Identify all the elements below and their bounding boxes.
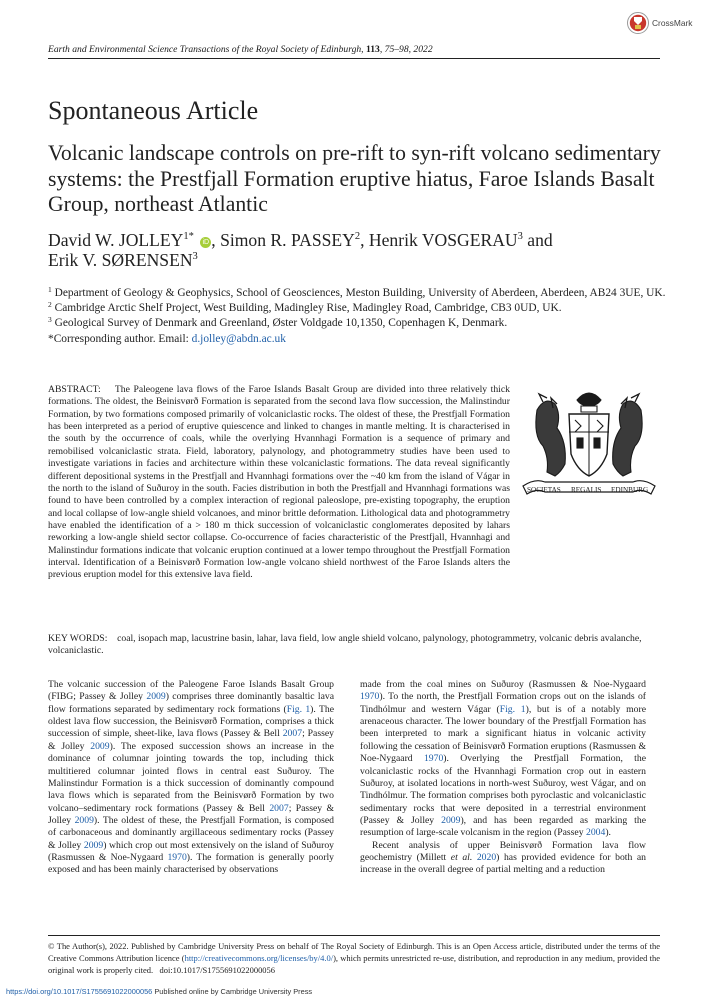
citation-link[interactable]: 1970 — [423, 753, 444, 765]
doi-link[interactable]: https://doi.org/10.1017/S1755691022000056 — [6, 987, 153, 996]
abstract-text: The Paleogene lava flows of the Faroe Islands Basalt Group are divided into three relatively thick formations. The oldest, the Beinisvørð Formation is separated from the second lava flow succession, the Malinstindur Formation, by two formations composed primarily of volcaniclastic rocks. The oldest of these, the Prestfjall Formation has been interpreted as a period of eruptive quiescence and linked to changes in mantle melting. It is characterised in the south by the occurrence of coals, while the overlying Hvannhagi Formation is a sequence of primary and remobilised volcaniclastic strata. Field, laboratory, palynology, and photogrammetry studies have been used to investigate variations in facies and architecture within these volcaniclastic formations. The data reveal significantly different depositional systems in the Prestfjall and Hvannhagi formations over the ~40 km from the island of Vágar in the north to the island of Suðuroy in the south. Facies distribution in both the Prestfjall and Hvannhagi formations was found to have been controlled by a complex interaction of regional paleoslope, pre-existing topography, the eruption and local collapse of low-angle shield volcanoes, and minor brittle deformation. Lithological data and photogrammetry have enabled the identification of a > 180 m thick succession of volcaniclastic conglomerates deposited by lahars reworking a low-angle shield sector collapse. Co-occurrence of facies characteristic of the Prestfjall, Hvannhagi and Malinstindur formations indicate that volcanic eruption continued at a lower tempo throughout the Prestfjall Formation interval. Identification of a Beinisvørð Formation low-angle volcano shield northwest of the Faroe Islands alters the previous eruption model for this extensive lava field. — [48, 384, 511, 581]
affiliation-item: $^1$ Department of Geology & Geophysics, School of Geosciences, Meston Building, University of Aberdeen, Aberdeen, AB24 3UE, UK. — [48, 285, 666, 299]
body-text: ). The formation is generally poorly exposed and has been mainly characterised by observations — [48, 852, 334, 876]
keywords-label: KEY WORDS: — [48, 633, 108, 644]
crossmark-badge[interactable] — [627, 12, 707, 36]
body-text: ) comprises three dominantly basaltic lava flow formations separated by sedimentary rock formations ( — [48, 691, 334, 715]
body-column-left — [48, 679, 334, 877]
body-text: ) which crop out most extensively on the island of Suðuroy (Rasmussen & Noe-Nygaard — [48, 839, 334, 864]
body-text: made from the coal mines on Suðuroy (Rasmussen & Noe-Nygaard — [360, 679, 646, 690]
body-text: ), and has been regarded as marking the resumption of large-scale volcanism in the region (Passey — [360, 814, 646, 839]
citation-link[interactable]: 2009 — [441, 814, 461, 826]
citation-link[interactable]: 1970 — [167, 852, 187, 864]
footer-rule — [48, 935, 660, 936]
citation-link[interactable]: 2007 — [282, 728, 303, 740]
affiliations — [48, 286, 668, 347]
citation-link[interactable]: 1970 — [360, 691, 380, 703]
author-name[interactable]: Simon R. PASSEY — [220, 230, 355, 250]
author-affil-marker: 3 — [517, 231, 523, 242]
body-paragraph — [360, 679, 646, 840]
body-column-right — [360, 679, 646, 877]
citation-link[interactable]: 2020 — [476, 852, 497, 864]
author-email-link[interactable]: d.jolley@abdn.ac.uk — [191, 332, 286, 345]
publisher-bar — [0, 984, 707, 1000]
body-text: et al. — [450, 852, 473, 864]
citation-link[interactable]: 2004 — [585, 827, 606, 839]
body-text: Recent analysis of upper Beinisvørð Formation lava flow geochemistry (Millett — [360, 839, 646, 864]
body-text: ). The oldest of these, the Prestfjall Formation, is composed of carbonaceous and dominantly argillaceous sedimentary rocks (Passey & Jolley — [48, 814, 334, 851]
journal-header: Earth and Environmental Science Transactions of the Royal Society of Edinburgh, 113, 75–98, 2022 — [48, 44, 433, 55]
citation-link[interactable]: 2009 — [83, 839, 104, 851]
affiliation-item: $^3$ Geological Survey of Denmark and Greenland, Øster Voldgade 10,1350, Copenhagen K, Denmark. — [48, 315, 508, 330]
citation-link[interactable]: Fig. 1 — [286, 703, 311, 715]
journal-pages-year: , 75–98, 2022 — [379, 44, 433, 55]
crossmark-label: CrossMark — [652, 18, 693, 28]
citation-link[interactable]: 2009 — [74, 814, 94, 826]
keywords-text: coal, isopach map, lacustrine basin, lahar, lava field, low angle shield volcano, palynology, photogrammetry, volcanic debris avalanche, volcaniclastic. — [48, 633, 642, 657]
body-paragraph — [360, 840, 646, 877]
abstract-label: ABSTRACT: — [48, 384, 101, 395]
author-affil-marker: 2 — [354, 231, 361, 242]
body-text: ; Passey & Jolley — [48, 728, 334, 752]
crest-motto-left: SOCIETAS — [527, 486, 561, 494]
citation-link[interactable]: 2009 — [146, 691, 166, 703]
body-text: ). To the north, the Prestfjall Formation crops out on the islands of Tindhólmur and western Vágar ( — [360, 691, 646, 715]
body-text: ). The oldest lava flow succession, the Beinisvørð Formation, comprises a thick succession of simple, sheet-like, lava flows (Passey & Bell — [48, 703, 334, 740]
author-list: David W. $JOLLEY^{1*}$ iD , Simon R. PASSEY$^2$, Henrik VOSGERAU$^3$ and Erik V. SØRENSEN$^3$ — [48, 230, 553, 270]
body-text: ). Overlying the Prestfjall Formation, the volcaniclastic rocks of the Hvannhagi Formation crop out in eastern Suðuroy, at isolated locations in north-west Suðuroy, west Vágar, and on Tindhólmur. The formation comprises both pyroclastic and volcaniclastic sedimentary rocks that were deposited in a terrestrial environment (Passey & Jolley — [360, 753, 646, 826]
affiliation-item: $^2$ Cambridge Arctic Shelf Project, West Building, Madingley Rise, Madingley Road, Cambridge, CB3 0UD, UK. — [48, 300, 562, 315]
doi-text: doi:10.1017/S1755691022000056 — [159, 965, 276, 975]
crest-motto-mid: REGALIS — [571, 486, 602, 494]
body-text: The volcanic succession of the Paleogene Faroe Islands Basalt Group (FIBG; Passey & Jolley — [48, 679, 334, 703]
article-type: Spontaneous Article — [48, 96, 259, 125]
crest-motto-right: EDINBURG — [611, 486, 649, 494]
author-name[interactable]: Henrik VOSGERAU — [368, 230, 518, 250]
orcid-icon[interactable]: iD — [200, 237, 211, 248]
article-title: Volcanic landscape controls on pre-rift to syn-rift volcano sedimentary systems: the Prestfjall Formation eruptive hiatus, Faroe Islands Basalt Group, northeast Atlantic — [48, 141, 661, 217]
citation-link[interactable]: 2007 — [269, 802, 289, 814]
author-affil-marker: 3 — [192, 251, 198, 262]
license-link[interactable]: http://creativecommons.org/licenses/by/4.0/ — [184, 953, 334, 963]
society-crest-logo — [519, 382, 659, 504]
journal-name: Earth and Environmental Science Transactions of the Royal Society of Edinburgh — [48, 44, 362, 55]
citation-link[interactable]: 2009 — [90, 740, 110, 752]
license-footer: © The Author(s), 2022. Published by Cambridge University Press on behalf of The Royal Society of Edinburgh. This is an Open Access article, distributed under the terms of the Creative Commons Attribution licence (http://creativecommons.org/licenses/by/4.0/), which permits unrestricted re-use, distribution, and reproduction in any medium, provided the original work is properly cited. doi:10.1017/S1755691022000056 — [48, 941, 660, 975]
journal-volume: 113 — [365, 44, 380, 55]
body-paragraph — [48, 679, 334, 877]
body-text: ), but is of a notably more arenaceous character. The lower boundary of the Prestfjall Formation has been interpreted to mark a significant hiatus in volcanic activity following the cessation of Beinisvørð Formation eruptions (Rasmussen & Noe-Nygaard — [360, 703, 646, 765]
crossmark-icon — [627, 12, 649, 34]
citation-link[interactable]: Fig. 1 — [499, 703, 526, 715]
keywords — [48, 633, 660, 658]
corresponding-author: *Corresponding author. Email: d.jolley@abdn.ac.uk — [48, 332, 286, 345]
body-text: ; Passey & Jolley — [48, 802, 335, 826]
published-online-text: Published online by Cambridge University Press — [154, 987, 313, 996]
body-text: ). — [605, 827, 611, 839]
author-name[interactable]: David W. JOLLEY — [48, 230, 184, 250]
abstract — [48, 384, 510, 582]
author-affil-marker: 1* — [183, 231, 194, 242]
body-text: ). The exposed succession shows an increase in the dominance of columnar jointing towards the top, including thick multitiered columnar jointed flows in central east Suðuroy. The Malinstindur Formation is a thick succession of dominantly compound lava flows which is separated from the Beinisvørð Formation by two volcano–sedimentary rock formations (Passey & Bell — [48, 740, 334, 814]
header-rule — [48, 58, 660, 59]
body-text: ) has provided evidence for both an increase in the overall degree of partial melting and a reduction — [360, 852, 646, 876]
author-name[interactable]: Erik V. SØRENSEN — [48, 250, 193, 270]
